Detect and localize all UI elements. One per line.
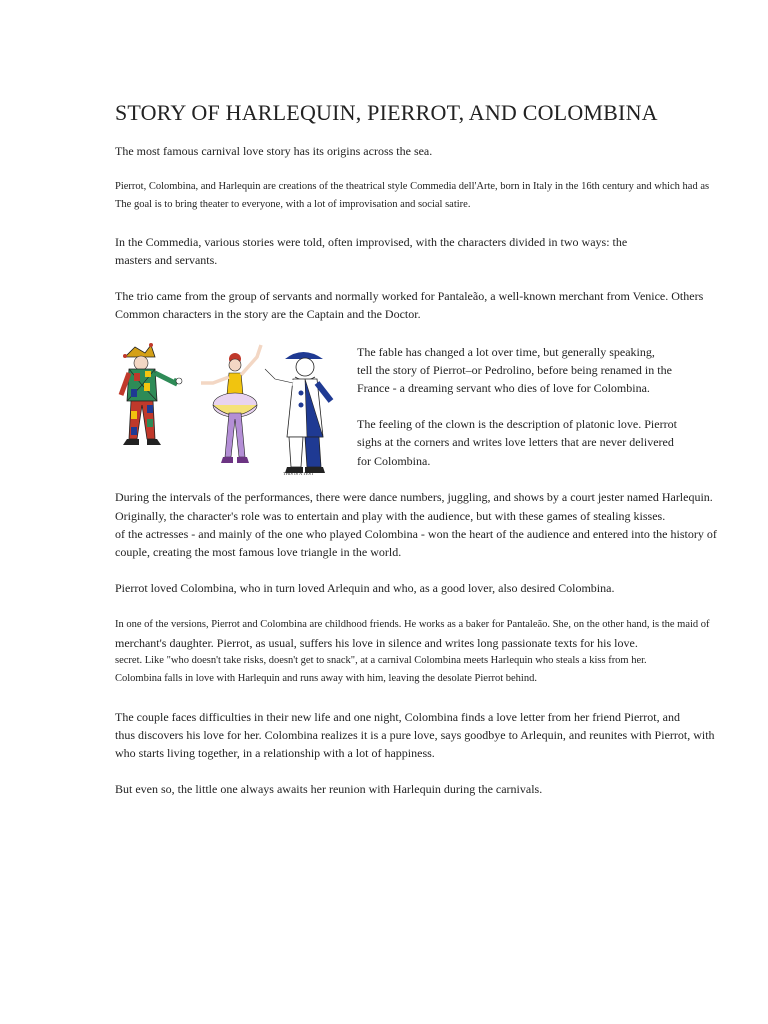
- text-line: In one of the versions, Pierrot and Colombina are childhood friends. He works as a baker for Pantaleão. She, on the other hand, is the maid of: [115, 619, 710, 630]
- harlequin-figure: [121, 343, 182, 445]
- text-line: Pierrot, Colombina, and Harlequin are creations of the theatrical style Commedia dell'Arte, born in Italy in the 16th century and which had as: [115, 181, 710, 192]
- text-line: Common characters in the story are the Captain and the Doctor.: [115, 307, 421, 321]
- intro-line: The most famous carnival love story has its origins across the sea.: [115, 144, 433, 158]
- text-line: thus discovers his love for her. Colombina realizes it is a pure love, says goodbye to Arlequin, and reunites with Pierrot, with: [115, 728, 715, 742]
- text-line: The trio came from the group of servants and normally worked for Pantaleão, a well-known merchant from Venice. Others: [115, 289, 704, 303]
- text-line: The goal is to bring theater to everyone, with a lot of improvisation and social satire.: [115, 199, 471, 210]
- text-line: who starts living together, in a relationship with a lot of happiness.: [115, 746, 435, 760]
- text-line: The fable has changed a lot over time, but generally speaking,: [357, 345, 655, 359]
- illustration-caption: THIS IS A TEST: [283, 471, 314, 476]
- text-line: secret. Like "who doesn't take risks, doesn't get to snack", at a carnival Colombina meets Harlequin who steals a kiss from her.: [115, 655, 647, 666]
- text-line: France - a dreaming servant who dies of love for Colombina.: [357, 381, 650, 395]
- text-line: The couple faces difficulties in their new life and one night, Colombina finds a love letter from her friend Pierrot, and: [115, 710, 680, 724]
- text-line: for Colombina.: [357, 454, 431, 468]
- text-line: During the intervals of the performances, there were dance numbers, juggling, and shows by a court jester named Harlequin.: [115, 490, 713, 504]
- text-line: masters and servants.: [115, 253, 218, 267]
- text-line: sighs at the corners and writes love letters that are never delivered: [357, 435, 674, 449]
- page-title: STORY OF HARLEQUIN, PIERROT, AND COLOMBINA: [115, 100, 658, 125]
- paragraph-love: Pierrot loved Colombina, who in turn loved Arlequin and who, as a good lover, also desired Colombina.: [115, 581, 615, 595]
- text-line: Originally, the character's role was to entertain and play with the audience, but with these games of stealing kisses.: [115, 509, 666, 523]
- text-line: Colombina falls in love with Harlequin and runs away with him, leaving the desolate Pierrot behind.: [115, 673, 537, 684]
- text-line: merchant's daughter. Pierrot, as usual, suffers his love in silence and writes long passionate texts for his love.: [115, 636, 638, 650]
- text-line: couple, creating the most famous love triangle in the world.: [115, 545, 402, 559]
- text-line: of the actresses - and mainly of the one who played Colombina - won the heart of the audience and entered into the history of: [115, 527, 717, 541]
- colombina-figure: [201, 345, 261, 463]
- text-line: The feeling of the clown is the description of platonic love. Pierrot: [357, 417, 677, 431]
- text-line: tell the story of Pierrot–or Pedrolino, before being renamed in the: [357, 363, 672, 377]
- paragraph-ending: But even so, the little one always awaits her reunion with Harlequin during the carnivals.: [115, 782, 543, 796]
- text-line: In the Commedia, various stories were told, often improvised, with the characters divided in two ways: the: [115, 235, 628, 249]
- pierrot-figure: [265, 352, 331, 476]
- harlequin-pierrot-colombina-illustration: [117, 339, 347, 479]
